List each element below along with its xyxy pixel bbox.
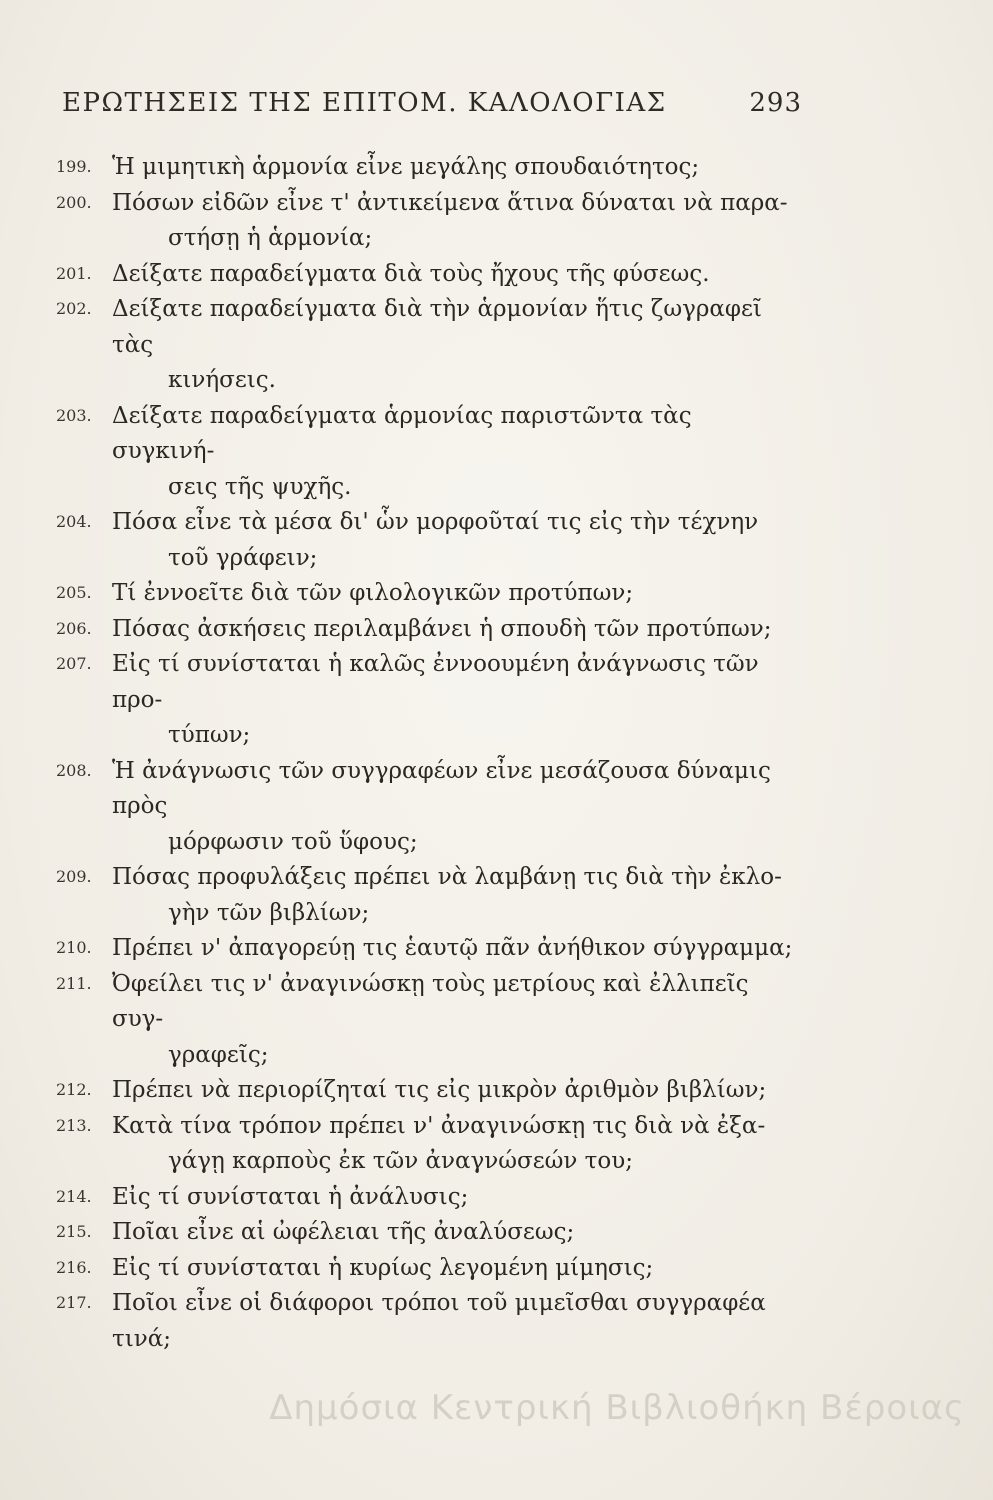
question-item	[56, 647, 800, 754]
question-item	[56, 612, 800, 648]
question-text: Ποῖοι εἶνε οἱ διάφοροι τρόποι τοῦ μιμεῖσθαι συγγραφέα τινά;	[112, 1290, 766, 1352]
question-number: 210.	[56, 938, 92, 957]
question-number: 217.	[56, 1293, 92, 1312]
question-item	[56, 150, 800, 186]
question-continuation: μόρφωσιν τοῦ ὕφους;	[168, 828, 418, 855]
question-item	[56, 860, 800, 931]
page-header-title: ΕΡΩΤΗΣΕΙΣ ΤΗΣ ΕΠΙΤΟΜ. ΚΑΛΟΛΟΓΙΑΣ	[62, 88, 667, 118]
question-continuation: τύπων;	[168, 722, 251, 748]
question-text: Ἡ μιμητικὴ ἁρμονία εἶνε μεγάλης σπουδαιότητος;	[112, 154, 700, 180]
question-number: 209.	[56, 867, 92, 886]
question-text: Ποῖαι εἶνε αἱ ὠφέλειαι τῆς ἀναλύσεως;	[112, 1219, 575, 1245]
question-text: Κατὰ τίνα τρόπον πρέπει ν' ἀναγινώσκῃ τις διὰ νὰ ἐξα-	[112, 1112, 766, 1139]
question-number: 215.	[56, 1222, 92, 1241]
question-item	[56, 292, 800, 399]
question-text: Ἡ ἀνάγνωσις τῶν συγγραφέων εἶνε μεσάζουσα δύναμις πρὸς	[112, 757, 771, 819]
question-text: Πόσας προφυλάξεις πρέπει νὰ λαμβάνῃ τις διὰ τὴν ἐκλο-	[112, 864, 782, 890]
question-item	[56, 931, 800, 967]
question-text: Πόσα εἶνε τὰ μέσα δι' ὧν μορφοῦταί τις εἰς τὴν τέχνην	[112, 509, 759, 535]
question-number: 208.	[56, 760, 92, 780]
question-text: Δείξατε παραδείγματα διὰ τὴν ἁρμονίαν ἥτις ζωγραφεῖ τὰς	[112, 296, 762, 358]
question-number: 204.	[56, 512, 92, 531]
question-text: Δείξατε παραδείγματα ἁρμονίας παριστῶντα τὰς συγκινή-	[112, 402, 692, 464]
question-number: 199.	[56, 157, 92, 176]
question-item	[56, 399, 800, 506]
question-number: 211.	[56, 973, 92, 993]
question-continuation: γραφεῖς;	[168, 1041, 269, 1068]
question-number: 214.	[56, 1186, 92, 1206]
question-item	[56, 1251, 800, 1287]
question-number: 200.	[56, 192, 92, 212]
question-continuation: τοῦ γράφειν;	[168, 544, 318, 571]
question-continuation: στήσῃ ἡ ἁρμονία;	[168, 225, 373, 251]
question-list	[56, 150, 800, 1357]
question-item	[56, 1215, 800, 1251]
question-item	[56, 576, 800, 612]
question-number: 201.	[56, 263, 92, 283]
question-item	[56, 1073, 800, 1109]
question-item	[56, 186, 800, 257]
question-number: 206.	[56, 618, 92, 638]
question-number: 205.	[56, 583, 92, 602]
question-text: Ὀφείλει τις ν' ἀναγινώσκῃ τοὺς μετρίους καὶ ἐλλιπεῖς συγ-	[112, 970, 749, 1032]
question-item	[56, 1180, 800, 1216]
page-number: 293	[749, 88, 802, 118]
question-text: Δείξατε παραδείγματα διὰ τοὺς ἤχους τῆς φύσεως.	[112, 260, 710, 287]
question-text: Εἰς τί συνίσταται ἡ καλῶς ἐννοουμένη ἀνάγνωσις τῶν προ-	[112, 651, 759, 713]
question-text: Πρέπει ν' ἀπαγορεύῃ τις ἑαυτῷ πᾶν ἀνήθικον σύγγραμμα;	[112, 935, 793, 961]
question-text: Πόσας ἀσκήσεις περιλαμβάνει ἡ σπουδὴ τῶν προτύπων;	[112, 615, 772, 642]
question-item	[56, 1109, 800, 1180]
question-number: 213.	[56, 1115, 92, 1135]
question-item	[56, 257, 800, 293]
library-watermark: Δημόσια Κεντρική Βιβλιοθήκη Βέροιας	[269, 1388, 965, 1428]
question-item	[56, 754, 800, 861]
running-header	[62, 88, 802, 128]
question-text: Πόσων εἰδῶν εἶνε τ' ἀντικείμενα ἅτινα δύναται νὰ παρα-	[112, 189, 788, 216]
question-number: 216.	[56, 1257, 92, 1277]
question-number: 203.	[56, 405, 92, 425]
question-number: 202.	[56, 299, 92, 318]
question-text: Εἰς τί συνίσταται ἡ κυρίως λεγομένη μίμησις;	[112, 1254, 654, 1281]
question-continuation: κινήσεις.	[168, 367, 276, 393]
question-text: Πρέπει νὰ περιορίζηταί τις εἰς μικρὸν ἀριθμὸν βιβλίων;	[112, 1077, 767, 1103]
question-continuation: γάγῃ καρποὺς ἐκ τῶν ἀναγνώσεών του;	[168, 1148, 633, 1174]
question-item	[56, 1286, 800, 1357]
question-text: Εἰς τί συνίσταται ἡ ἀνάλυσις;	[112, 1183, 469, 1210]
question-item	[56, 967, 800, 1074]
question-text: Τί ἐννοεῖτε διὰ τῶν φιλολογικῶν προτύπων;	[112, 580, 634, 606]
question-continuation: σεις τῆς ψυχῆς.	[168, 473, 352, 500]
question-number: 212.	[56, 1080, 92, 1099]
question-number: 207.	[56, 654, 92, 673]
question-continuation: γὴν τῶν βιβλίων;	[168, 899, 370, 926]
question-item	[56, 505, 800, 576]
